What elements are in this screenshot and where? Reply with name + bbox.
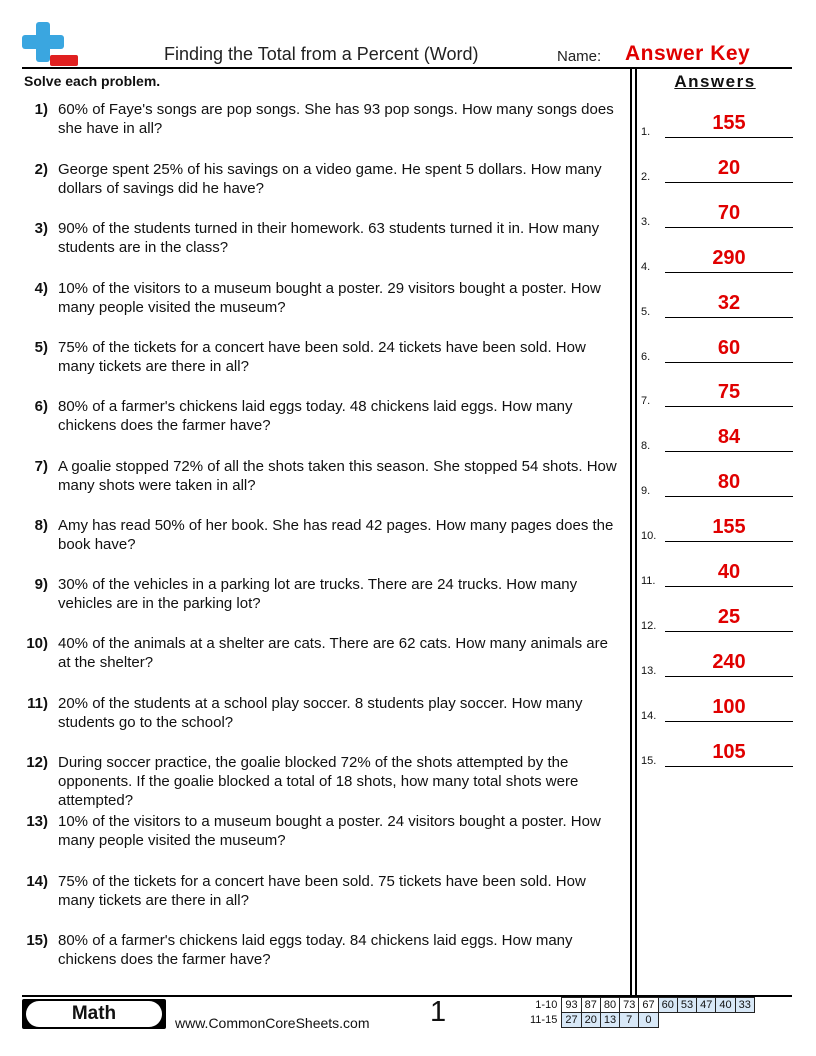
answer-blank-line xyxy=(665,631,793,632)
problem-item xyxy=(22,872,622,910)
problem-text: 60% of Faye's songs are pop songs. She has 93 pop songs. How many songs does she have in all? xyxy=(58,101,614,137)
answer-row xyxy=(641,110,793,140)
answer-row xyxy=(641,514,793,544)
answer-blank-line xyxy=(665,541,793,542)
score-cell: 67 xyxy=(639,998,658,1013)
answer-blank-line xyxy=(665,496,793,497)
worksheet-title: Finding the Total from a Percent (Word) xyxy=(164,44,479,64)
score-row-label: 11-15 xyxy=(530,1014,558,1026)
answer-blank-line xyxy=(665,406,793,407)
problem-number: 11) xyxy=(27,695,48,712)
answer-blank-line xyxy=(665,586,793,587)
answer-blank-line xyxy=(665,721,793,722)
score-cell: 7 xyxy=(620,1013,639,1028)
score-cell: 33 xyxy=(735,998,754,1013)
problem-item xyxy=(22,279,622,317)
problem-text: 80% of a farmer's chickens laid eggs today. 84 chickens laid eggs. How many chickens does the farmer have? xyxy=(58,932,573,968)
answer-value: 155 xyxy=(712,112,746,134)
answer-value: 290 xyxy=(712,246,746,269)
problem-number: 5) xyxy=(34,339,48,356)
score-cell: 73 xyxy=(620,998,639,1013)
problem-item xyxy=(22,457,622,495)
answer-value: 40 xyxy=(717,561,741,583)
page-number: 1 xyxy=(430,996,447,1028)
score-row xyxy=(527,998,754,1013)
score-cell: 20 xyxy=(581,1013,600,1028)
score-cell: 87 xyxy=(581,998,600,1013)
problem-number: 4) xyxy=(34,280,48,297)
problem-text: 80% of a farmer's chickens laid eggs today. 48 chickens laid eggs. How many chickens does the farmer have? xyxy=(58,398,573,434)
score-row-label: 1-10 xyxy=(535,999,558,1011)
answer-value: 155 xyxy=(712,516,746,539)
problem-text: Amy has read 50% of her book. She has read 42 pages. How many pages does the book have? xyxy=(58,517,614,553)
answer-number: 12. xyxy=(641,619,657,632)
answer-row xyxy=(641,649,793,679)
problem-item xyxy=(22,160,622,198)
answer-row xyxy=(641,604,793,634)
problem-number: 3) xyxy=(34,220,48,237)
answer-blank-line xyxy=(665,676,793,677)
answer-number: 5. xyxy=(641,305,651,318)
problem-text: 10% of the visitors to a museum bought a poster. 24 visitors bought a poster. How many people visited the museum? xyxy=(58,813,601,849)
answer-blank-line xyxy=(665,317,793,318)
problem-number: 10) xyxy=(26,635,48,652)
answer-number: 4. xyxy=(641,260,651,273)
problem-item xyxy=(22,753,622,810)
problem-item xyxy=(22,219,622,257)
problem-item xyxy=(22,812,622,850)
answer-row xyxy=(641,424,793,454)
answer-blank-line xyxy=(665,451,793,452)
answer-value: 84 xyxy=(717,426,741,449)
answer-number: 10. xyxy=(641,530,657,543)
column-divider xyxy=(630,69,632,997)
problem-number: 6) xyxy=(34,398,48,415)
problem-text: 75% of the tickets for a concert have been sold. 75 tickets have been sold. How many tickets are there in all? xyxy=(58,873,586,909)
answer-number: 6. xyxy=(641,350,651,363)
answer-blank-line xyxy=(665,227,793,228)
problem-number: 9) xyxy=(34,576,48,593)
problem-text: A goalie stopped 72% of all the shots taken this season. She stopped 54 shots. How many shots were taken in all? xyxy=(58,458,617,494)
name-label: Name: xyxy=(557,48,602,65)
plus-minus-logo-icon xyxy=(22,22,80,68)
answer-row xyxy=(641,739,793,769)
problem-item xyxy=(22,634,622,672)
answer-row xyxy=(641,559,793,589)
problem-item xyxy=(22,575,622,613)
answer-row xyxy=(641,694,793,724)
problem-item xyxy=(22,338,622,376)
answer-row xyxy=(641,335,793,365)
subject-label: Math xyxy=(26,1001,162,1027)
answer-number: 14. xyxy=(641,709,657,722)
problem-text: 10% of the visitors to a museum bought a poster. 29 visitors bought a poster. How many people visited the museum? xyxy=(58,280,601,316)
problem-item xyxy=(22,694,622,732)
answer-value: 105 xyxy=(712,740,746,763)
score-cell: 47 xyxy=(697,998,716,1013)
answer-row xyxy=(641,245,793,275)
score-table xyxy=(527,997,755,1028)
header-rule xyxy=(22,67,792,69)
problem-text: 20% of the students at a school play soccer. 8 students play soccer. How many students go to the school? xyxy=(58,695,583,731)
problem-item xyxy=(22,100,622,138)
score-cell: 40 xyxy=(716,998,735,1013)
problem-number: 14) xyxy=(26,873,48,890)
answer-blank-line xyxy=(665,362,793,363)
problem-number: 7) xyxy=(34,458,48,475)
problem-number: 15) xyxy=(26,932,48,949)
column-divider xyxy=(635,69,637,997)
answer-number: 13. xyxy=(641,664,657,677)
answer-number: 7. xyxy=(641,395,651,408)
problem-number: 2) xyxy=(34,161,48,178)
problem-number: 13) xyxy=(26,813,48,830)
score-cell: 0 xyxy=(639,1013,658,1028)
answer-key-label: Answer Key xyxy=(625,42,751,65)
answer-number: 9. xyxy=(641,485,651,498)
answer-number: 1. xyxy=(641,126,651,138)
problem-number: 1) xyxy=(34,101,48,118)
answer-value: 32 xyxy=(717,291,741,314)
answer-value: 75 xyxy=(717,381,741,404)
answer-value: 60 xyxy=(717,336,741,359)
answer-blank-line xyxy=(665,182,793,183)
problem-text: 40% of the animals at a shelter are cats. There are 62 cats. How many animals are at the shelter? xyxy=(58,635,608,671)
answers-heading: Answers xyxy=(674,72,756,91)
answer-number: 8. xyxy=(641,440,651,453)
problem-text: During soccer practice, the goalie blocked 72% of the shots attempted by the opponents. If the goalie blocked a total of 18 shots, how many total shots were attempted? xyxy=(58,754,579,809)
answer-value: 100 xyxy=(712,695,746,718)
answer-value: 240 xyxy=(712,650,746,673)
answer-blank-line xyxy=(665,272,793,273)
answer-row xyxy=(641,290,793,320)
score-cell: 53 xyxy=(677,998,696,1013)
answer-row xyxy=(641,469,793,499)
problem-item xyxy=(22,397,622,435)
answer-number: 15. xyxy=(641,754,657,767)
answer-value: 20 xyxy=(717,156,741,179)
answer-blank-line xyxy=(665,766,793,767)
problem-text: 30% of the vehicles in a parking lot are trucks. There are 24 trucks. How many vehicles are in the parking lot? xyxy=(58,576,578,612)
score-cell: 93 xyxy=(562,998,581,1013)
score-cell: 13 xyxy=(600,1013,619,1028)
subject-badge xyxy=(22,999,166,1029)
problem-number: 12) xyxy=(26,754,48,771)
answer-value: 25 xyxy=(717,605,741,628)
answer-row xyxy=(641,379,793,409)
answer-blank-line xyxy=(665,137,793,138)
website-link[interactable]: www.CommonCoreSheets.com xyxy=(175,1015,370,1031)
problem-text: 75% of the tickets for a concert have been sold. 24 tickets have been sold. How many tickets are there in all? xyxy=(58,339,586,375)
answer-number: 2. xyxy=(641,170,651,183)
score-cell: 80 xyxy=(600,998,619,1013)
problem-text: George spent 25% of his savings on a video game. He spent 5 dollars. How many dollars of savings did he have? xyxy=(58,161,602,197)
answer-number: 11. xyxy=(641,575,656,587)
answer-number: 3. xyxy=(641,215,651,228)
problem-item xyxy=(22,931,622,969)
answer-value: 80 xyxy=(717,471,741,494)
problem-number: 8) xyxy=(34,517,48,534)
answer-row xyxy=(641,200,793,230)
score-row xyxy=(527,1013,754,1028)
problem-text: 90% of the students turned in their homework. 63 students turned it in. How many students are in the class? xyxy=(58,220,600,256)
answer-value: 70 xyxy=(717,201,741,224)
instructions: Solve each problem. xyxy=(24,73,161,89)
score-cell: 27 xyxy=(562,1013,581,1028)
problem-item xyxy=(22,516,622,554)
score-cell: 60 xyxy=(658,998,677,1013)
answer-row xyxy=(641,155,793,185)
